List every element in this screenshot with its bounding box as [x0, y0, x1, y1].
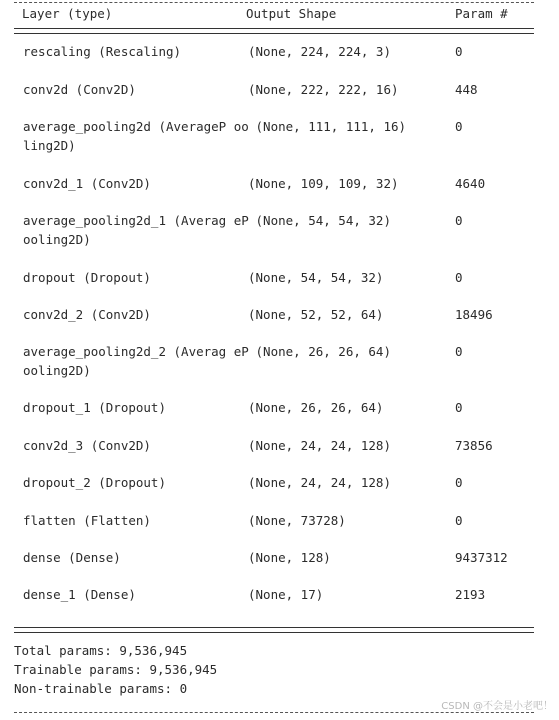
- layer-name-cell: conv2d_2 (Conv2D): [23, 307, 151, 322]
- output-shape-cell: (None, 222, 222, 16): [248, 82, 399, 97]
- param-count-cell: 73856: [455, 438, 493, 453]
- layer-name-cell: conv2d (Conv2D): [23, 82, 136, 97]
- param-count-cell: 0: [455, 44, 463, 59]
- output-shape-cell: (None, 26, 26, 64): [248, 400, 384, 415]
- param-count-cell: 4640: [455, 176, 486, 191]
- layer-name-cell: average_pooling2d_2 (Averag ePooling2D): [23, 344, 249, 378]
- layer-name-cell: rescaling (Rescaling): [23, 44, 182, 59]
- layer-name-cell: dropout_1 (Dropout): [23, 400, 166, 415]
- param-count-cell: 0: [455, 513, 463, 528]
- footer-double-rule: [14, 627, 534, 633]
- param-count-cell: 18496: [455, 307, 493, 322]
- top-dashed-rule: [14, 2, 534, 3]
- header-output-shape: Output Shape: [246, 6, 337, 21]
- output-shape-cell: (None, 54, 54, 32): [248, 270, 384, 285]
- header-double-rule: [14, 28, 534, 34]
- layer-name-cell: dropout (Dropout): [23, 270, 151, 285]
- non-trainable-params: Non-trainable params: 0: [14, 681, 188, 696]
- output-shape-cell: (None, 26, 26, 64): [248, 344, 391, 359]
- trainable-params: Trainable params: 9,536,945: [14, 662, 218, 677]
- layer-name-cell: average_pooling2d (AverageP ooling2D): [23, 119, 249, 153]
- layer-name-cell: conv2d_1 (Conv2D): [23, 176, 151, 191]
- output-shape-cell: (None, 54, 54, 32): [248, 213, 391, 228]
- header-layer-type: Layer (type): [22, 6, 113, 21]
- output-shape-cell: (None, 24, 24, 128): [248, 438, 391, 453]
- param-count-cell: 0: [455, 344, 463, 359]
- param-count-cell: 0: [455, 119, 463, 134]
- output-shape-cell: (None, 224, 224, 3): [248, 44, 391, 59]
- param-count-cell: 0: [455, 400, 463, 415]
- layer-name-cell: dense (Dense): [23, 550, 121, 565]
- csdn-watermark: CSDN @不会是小老吧！: [441, 701, 553, 712]
- header-param-count: Param #: [455, 6, 508, 21]
- param-count-cell: 2193: [455, 587, 486, 602]
- output-shape-cell: (None, 24, 24, 128): [248, 475, 391, 490]
- output-shape-cell: (None, 111, 111, 16): [248, 119, 407, 134]
- param-count-cell: 0: [455, 270, 463, 285]
- layer-name-cell: dropout_2 (Dropout): [23, 475, 166, 490]
- bottom-dashed-rule: [14, 712, 534, 713]
- param-count-cell: 9437312: [455, 550, 508, 565]
- output-shape-cell: (None, 52, 52, 64): [248, 307, 384, 322]
- param-count-cell: 448: [455, 82, 478, 97]
- layer-name-cell: dense_1 (Dense): [23, 587, 136, 602]
- layer-name-cell: flatten (Flatten): [23, 513, 151, 528]
- layer-name-cell: conv2d_3 (Conv2D): [23, 438, 151, 453]
- output-shape-cell: (None, 17): [248, 587, 324, 602]
- output-shape-cell: (None, 128): [248, 550, 331, 565]
- total-params: Total params: 9,536,945: [14, 643, 188, 658]
- layer-name-cell: average_pooling2d_1 (Averag ePooling2D): [23, 213, 249, 247]
- param-count-cell: 0: [455, 213, 463, 228]
- output-shape-cell: (None, 109, 109, 32): [248, 176, 399, 191]
- output-shape-cell: (None, 73728): [248, 513, 346, 528]
- param-count-cell: 0: [455, 475, 463, 490]
